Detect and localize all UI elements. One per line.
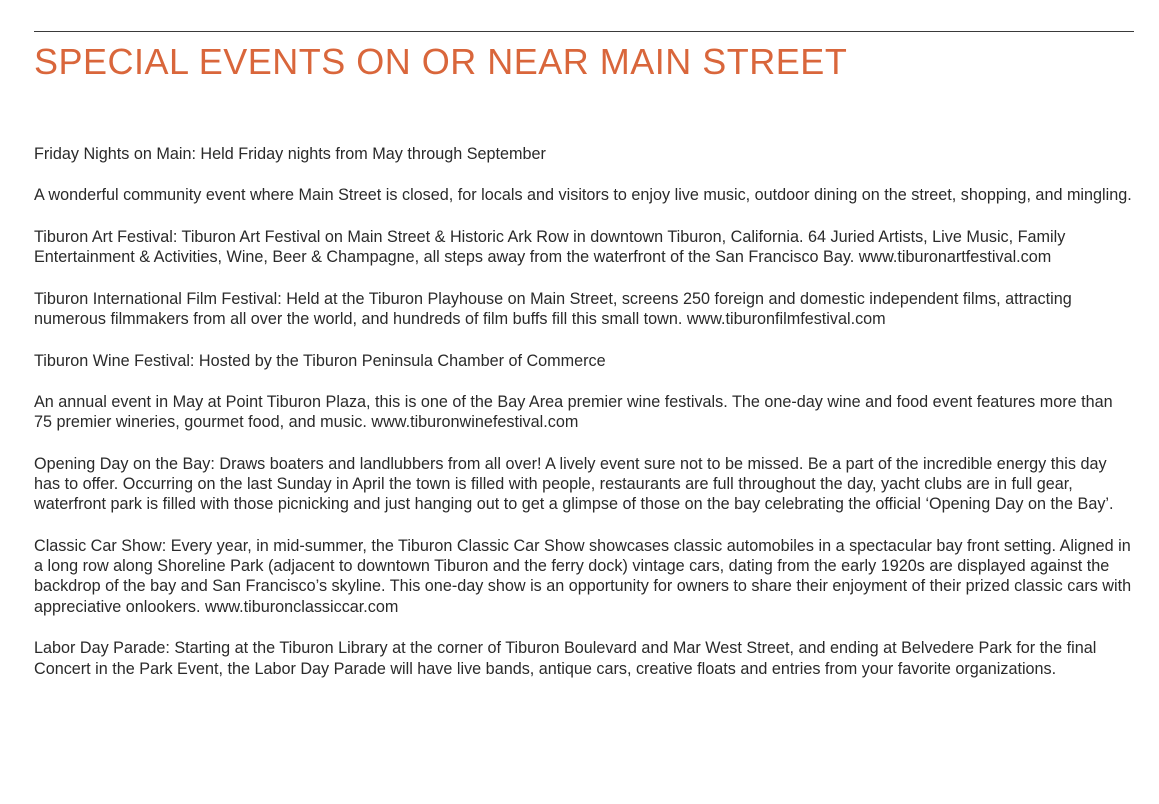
paragraph-labor-day-parade: Labor Day Parade: Starting at the Tiburon Library at the corner of Tiburon Boulevard and Mar West Street, and ending at Belvedere Park for the final Concert in the Park Event, the Labor Day Parade will have live bands, antique cars, creative floats and entries from your favorite organizations. — [34, 639, 1097, 678]
paragraph-wine-festival-heading: Tiburon Wine Festival: Hosted by the Tiburon Peninsula Chamber of Commerce — [34, 351, 606, 370]
paragraph-friday-nights-heading: Friday Nights on Main: Held Friday nights from May through September — [34, 145, 546, 163]
page-title: SPECIAL EVENTS ON OR NEAR MAIN STREET — [34, 41, 848, 82]
paragraph-classic-car-show: Classic Car Show: Every year, in mid-summer, the Tiburon Classic Car Show showcases classic automobiles in a spectacular bay front setting. Aligned in a long row along Shoreline Park (adjacent to downtown Tiburon and the ferry dock) vintage cars, dating from the early 1920s are displayed against the backdrop of the bay and San Francisco’s skyline. This one-day show is an opportunity for owners to share their enjoyment of their prized classic cars with appreciative onlookers. www.tiburonclassiccar.com — [34, 536, 1132, 616]
paragraph-film-festival: Tiburon International Film Festival: Held at the Tiburon Playhouse on Main Street, screens 250 foreign and domestic independent films, attracting numerous filmmakers from all over the world, and hundreds of film buffs fill this small town. www.tiburonfilmfestival.com — [34, 289, 1072, 329]
paragraph-opening-day: Opening Day on the Bay: Draws boaters and landlubbers from all over! A lively event sure not to be missed. Be a part of the incredible energy this day has to offer. Occurring on the last Sunday in April the town is filled with people, restaurants are full throughout the day, yacht clubs are in full gear, waterfront park is filled with those picnicking and just hanging out to get a glimpse of those on the bay celebrating the official ‘Opening Day on the Bay’. — [34, 454, 1114, 514]
header-rule — [34, 31, 1134, 32]
paragraph-wine-festival-description: An annual event in May at Point Tiburon Plaza, this is one of the Bay Area premier wine festivals. The one-day wine and food event features more than 75 premier wineries, gourmet food, and music. www.tiburonwinefestival.com — [34, 393, 1113, 432]
events-list — [34, 144, 1134, 679]
document-page — [34, 31, 1134, 700]
paragraph-art-festival: Tiburon Art Festival: Tiburon Art Festival on Main Street & Historic Ark Row in downtown Tiburon, California. 64 Juried Artists, Live Music, Family Entertainment & Activities, Wine, Beer & Champagne, all steps away from the waterfront of the San Francisco Bay. www.tiburonartfestival.com — [34, 227, 1066, 267]
paragraph-friday-nights-description: A wonderful community event where Main Street is closed, for locals and visitors to enjoy live music, outdoor dining on the street, shopping, and mingling. — [34, 186, 1132, 205]
